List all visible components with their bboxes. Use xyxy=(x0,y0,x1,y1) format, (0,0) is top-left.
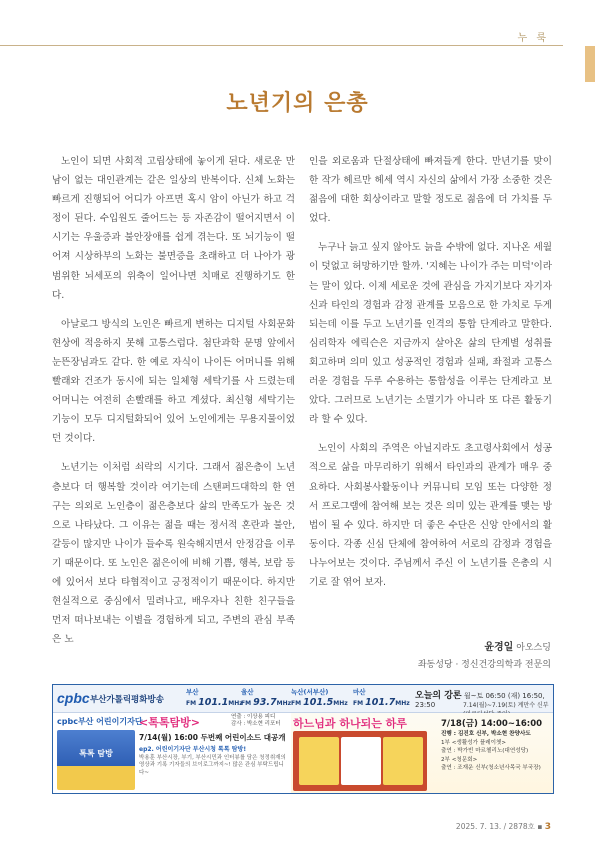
section-header-bar xyxy=(0,27,563,46)
paragraph: 인을 외로움과 단절상태에 빠져들게 한다. 만년기를 맞이한 작가 헤르만 헤세 역시 자신의 삶에서 가장 소중한 것은 젊음에 대한 회상이라고 말할 정도로 젊음에 더 가치를 두었다. xyxy=(309,156,552,225)
hana-details: 진행 : 김진호 신부, 박소현 찬양사도 1부 <생활성가 플레이쳇> 출연 : 박가빈 마르첼리노(대연성당) 2부 <청문회> 출연 : 조재운 신부(청소년사목국 부국장) xyxy=(441,731,541,771)
frequency-noksan: 녹산(서부산) FM 101.5MHz xyxy=(291,688,348,708)
cpbc-advertisement[interactable] xyxy=(52,684,554,794)
author-affiliation: 좌동성당 · 정신건강의학과 전문의 xyxy=(417,660,551,670)
page-number: 3 xyxy=(544,822,551,832)
frequency-masan: 마산 FM 101.7MHz xyxy=(353,688,410,708)
paragraph: 아날로그 방식의 노인은 빠르게 변하는 디지털 사회문화 현상에 적응하지 못해 고통스럽다. 첨단과학 문명 앞에서 눈뜬장님과도 같다. 한 예로 자식이 나이든 어머니를 위해 빨래와 건조가 동시에 되는 일체형 세탁기를 사 드렸는데 어머니는 여전히 손빨래를 하고 계셨다. 최신형 세탁기는 기능이 모두 디지털화되어 있어 노인에게는 무용지물이었던 것이다. xyxy=(52,318,295,445)
issue-date: 2025. 7. 13. / 2878호 xyxy=(455,822,535,831)
article-column-right xyxy=(309,152,552,602)
page-footer: 2025. 7. 13. / 2878호 ▪ 3 xyxy=(455,822,551,832)
cpbc-logo: cpbc xyxy=(57,690,90,706)
station-name: 부산가톨릭평화방송 xyxy=(90,695,164,705)
article-column-left xyxy=(52,152,295,659)
frequency-busan: 부산 FM 101.1MHz xyxy=(186,688,243,708)
kids-program-title: <톡톡탐방> xyxy=(139,716,200,729)
hana-program-image xyxy=(293,731,427,791)
kids-program-image xyxy=(57,730,135,790)
frequency-ulsan: 울산 FM 93.7MHz xyxy=(241,688,292,708)
hana-program-panel xyxy=(291,713,553,793)
author-byline xyxy=(418,639,551,674)
today-program: 오늘의 강론 월~토 06:50 (재) 16:50, 23:50 xyxy=(415,691,545,709)
hana-air-time: 7/18(금) 14:00~16:00 xyxy=(441,719,543,729)
kids-air-time: 7/14(월) 16:00 두번째 어린이소드 대공개 xyxy=(139,733,286,742)
kids-episode xyxy=(139,746,287,777)
section-tag: 누 룩 xyxy=(517,33,549,44)
kids-episode-title: ep2. 어린이기자단 부산시청 톡톡 탐방! xyxy=(139,746,247,753)
ad-station-header xyxy=(53,685,553,713)
kids-station-title: cpbc부산 어린이기자단 xyxy=(57,717,143,726)
paragraph: 노인이 사회의 주역은 아닐지라도 초고령사회에서 성공적으로 삶을 마무리하기 위해서 타인과의 관계가 매우 중요하다. 사회봉사활동이나 커뮤니티 모임 또는 다양한 정서 프로그램에 참여해 보는 것은 의미 있는 관계를 맺는 방법이 될 수 있다. 하지만 더 좋은 수단은 신앙 안에서의 활동이다. 각종 신심 단체에 참여하여 서로의 감정과 경험을 나누어보는 것이다. 주님께서 주신 이 노년기를 은총의 시기로 잘 엮어 보자. xyxy=(309,443,552,588)
kids-staff: 연출 : 이상용 피디 감사 : 박소현 리포터 xyxy=(231,714,281,727)
today-program-sub: 7.14(월)~7.19(토) 계만수 신부 xyxy=(463,702,549,709)
kids-episode-desc: 박용훈 부산시장, 부기, 부산시민과 인터뷰를 담은 청정취재의 영상과 기록 기자들의 브이로그까지~! 많은 관심 부탁드립니다~ xyxy=(139,754,286,776)
paragraph: 누구나 늙고 싶지 않아도 늙을 수밖에 없다. 지나온 세월이 덧없고 허망하기만 할까. '지혜는 나이가 주는 미덕'이라는 말이 있다. 이제 세로운 것에 관심을 가지기보다 자기자신과 타인의 경험과 감정 관계를 모음으로 한 가치로 두게 되는데 이를 두고 노년기를 인격의 통합 단계라고 말한다. 심리학자 에릭슨은 지금까지 살아온 삶의 단계별 성취를 회고하며 의미 있고 성공적인 경험과 실패, 좌절과 고통스러운 경험을 두루 수용하는 통합성을 이루는 단계라고 보았다. 그러므로 노년기는 소멸기가 아니라 또 다른 활동기라 할 수 있다. xyxy=(309,242,552,426)
kids-image-text: 톡톡 탐방 xyxy=(79,749,113,758)
side-color-tab xyxy=(585,46,595,82)
author-name: 윤경일 xyxy=(484,642,514,653)
hana-program-title: 하느님과 하나되는 하루 xyxy=(293,717,407,730)
article-title: 노년기의 은총 xyxy=(226,91,369,116)
paragraph: 노년기는 이처럼 쇠락의 시기다. 그래서 젊은층이 노년층보다 더 행복할 것이라 여기는데 스탠퍼드대학의 한 연구는 의외로 노인층이 젊은층보다 삶의 만족도가 높은 것으로 나타났다. 그 이유는 젊을 때는 정서적 혼란과 불안, 갈등이 많지만 나이가 들수록 원숙해지면서 안정감을 이루기 때문이다. 또 노인은 젊은이에 비해 기쁨, 행복, 보람 등에 있어서 보다 타협적이고 긍정적이기 때문이다. 하지만 현실적으로 중심에서 밀려나고, 배우자나 친한 친구들을 먼저 떠나보내는 이별을 경험하게 되고, 주변의 관심 부족은 노 xyxy=(52,462,295,646)
kids-reporter-panel xyxy=(53,713,289,793)
paragraph: 노인이 되면 사회적 고립상태에 놓이게 된다. 새로운 만남이 없는 대인관계는 같은 일상의 반복이다. 신체 노화는 빠르게 진행되어 어디가 아프면 혹시 암이 아닌가 하고 걱정이 된다. 수입원도 줄어드는 등 자존감이 떨어지면서 이 시기는 우울증과 불안장애를 쉽게 겪는다. 또 뇌기능이 떨어져 시상하부의 노화는 불면증을 초래하고 더 나아가 광범위한 뇌세포의 위축이 일어나면 치매로 진행하기도 한다. xyxy=(52,156,295,301)
author-baptismal-name: 아오스딩 xyxy=(516,643,551,653)
